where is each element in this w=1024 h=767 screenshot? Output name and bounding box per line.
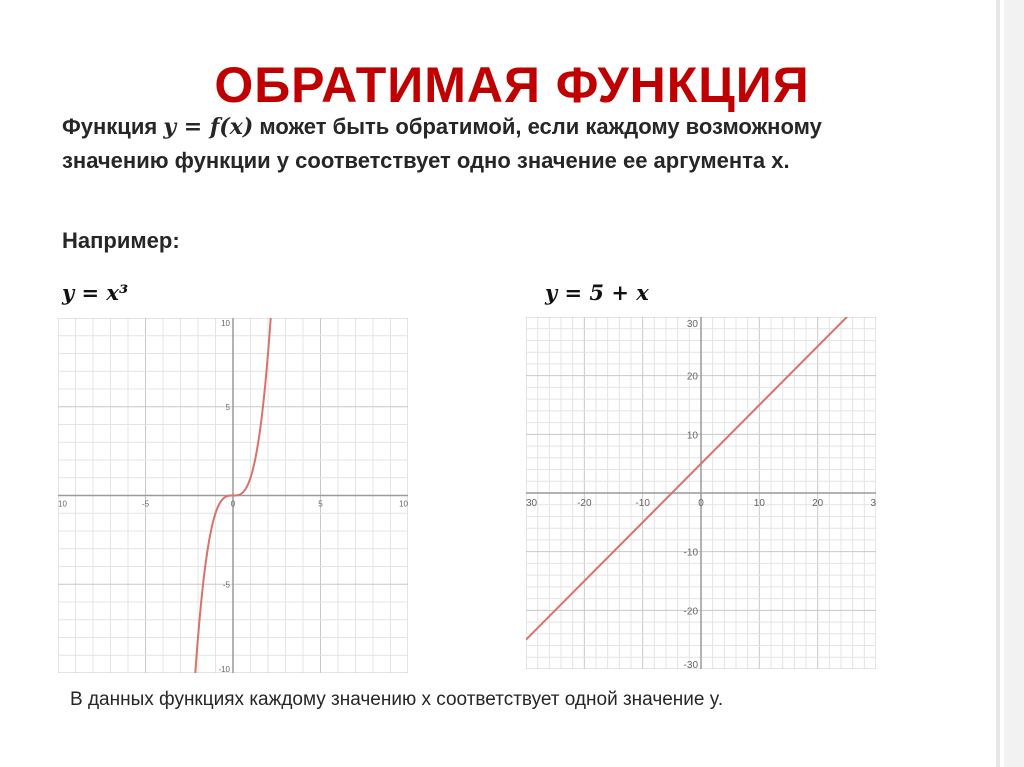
x-tick-label: 5 xyxy=(318,499,323,509)
y-tick-label: 5 xyxy=(225,402,230,412)
linear-graph xyxy=(526,317,876,669)
y-tick-label: -20 xyxy=(683,606,698,618)
y-tick-label: 10 xyxy=(221,319,230,328)
x-tick-label: -10 xyxy=(635,498,650,509)
y-tick-label: 10 xyxy=(686,430,698,442)
conclusion-caption: В данных функциях каждому значению x соответствует одной значение y. xyxy=(70,689,724,710)
x-tick-label: 0 xyxy=(698,498,704,509)
y-tick-label: -10 xyxy=(683,547,698,559)
x-tick-label: 3 xyxy=(870,498,876,509)
y-tick-label: -5 xyxy=(222,580,230,590)
x-tick-label: -5 xyxy=(141,499,150,509)
x-tick-label: 10 xyxy=(753,498,765,509)
y-tick-label: -10 xyxy=(218,665,230,673)
x-tick-label: 30 xyxy=(526,498,538,509)
x-tick-label: 0 xyxy=(230,499,236,509)
formula-cubic: y = x³ xyxy=(62,280,129,305)
example-label: Например: xyxy=(62,228,180,253)
y-tick-label: 30 xyxy=(686,319,698,330)
intro-formula: y = f(x) xyxy=(163,114,254,140)
corner-decoration xyxy=(992,0,1024,767)
x-tick-label: -20 xyxy=(577,498,592,509)
y-tick-label: 20 xyxy=(686,371,698,383)
intro-text-end: может быть обратимой, если каждому возможному значению функции y соответствует одно значение ее аргумента x. xyxy=(62,114,822,173)
x-tick-label: 20 xyxy=(812,498,824,509)
definition-paragraph xyxy=(62,110,862,178)
slide-title: ОБРАТИМАЯ ФУНКЦИЯ xyxy=(214,57,810,113)
cubic-graph xyxy=(58,318,408,673)
intro-text-start: Функция xyxy=(62,114,164,139)
formula-linear: y = 5 + x xyxy=(545,280,649,305)
y-tick-label: -30 xyxy=(683,660,698,669)
x-tick-label: 10 xyxy=(399,499,408,509)
x-tick-label: 10 xyxy=(58,499,67,509)
